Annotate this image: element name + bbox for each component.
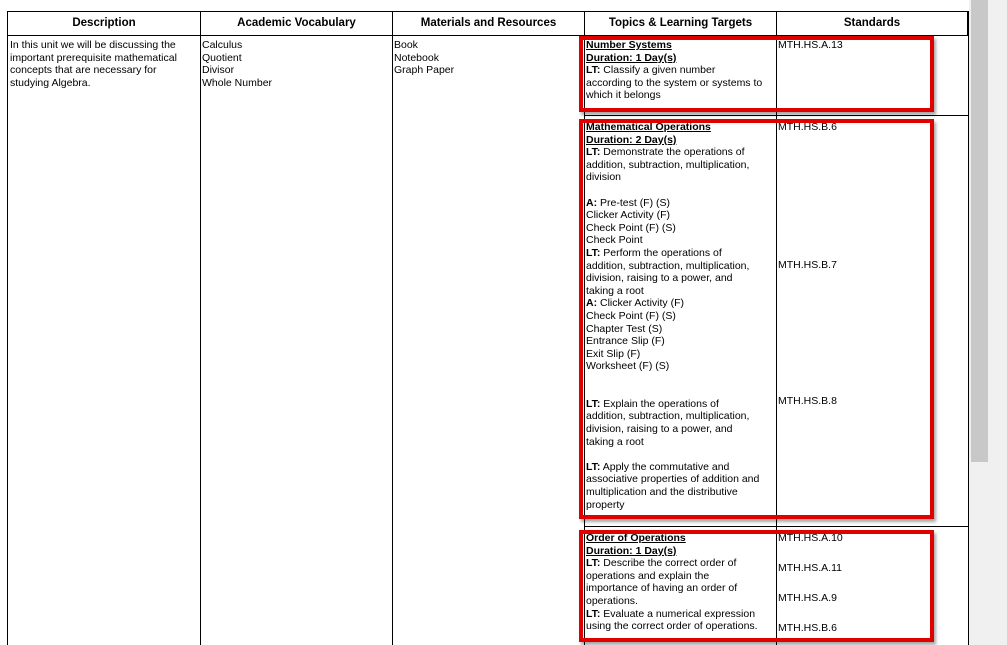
lt-label: LT: [586,557,601,570]
standard-code: MTH.HS.B.6 [778,121,837,133]
topic-duration: Duration: 1 Day(s) [586,51,677,64]
grid-line [7,11,8,645]
header-materials-resources: Materials and Resources [392,11,584,36]
header-academic-vocabulary: Academic Vocabulary [200,11,392,36]
vocabulary-item: Divisor [202,64,235,77]
highlight-box-number-systems [579,36,934,112]
topic-duration: Duration: 2 Day(s) [586,133,677,146]
standard-code: MTH.HS.A.13 [778,39,843,51]
lt-label: LT: [586,607,601,620]
lt-label: LT: [586,397,601,410]
lt-text: Perform the operations of addition, subtraction, multiplication, division, raising to a power, and taking a root [586,246,750,297]
materials-list [394,39,454,77]
a-text: Pre-test (F) (S) Clicker Activity (F) Check Point (F) (S) Check Point [586,196,676,247]
vocabulary-list [202,39,272,89]
standard-code: MTH.HS.A.10 [778,532,843,544]
highlight-box-mathematical-operations [579,119,934,519]
lt-label: LT: [586,246,601,259]
standard-code: MTH.HS.A.9 [778,592,837,604]
scrollbar-thumb[interactable] [971,0,988,462]
vocabulary-item: Calculus [202,39,243,51]
highlight-box-order-of-operations [579,530,934,642]
lt-text: Demonstrate the operations of addition, subtraction, multiplication, division [586,146,750,184]
row-divider [584,115,968,116]
standard-code: MTH.HS.B.7 [778,259,837,271]
header-topics-learning-targets: Topics & Learning Targets [584,11,776,36]
topic-title[interactable]: Number Systems [586,39,672,51]
a-label: A: [586,196,598,209]
materials-item: Notebook [394,51,439,64]
vocabulary-item: Quotient [202,51,242,64]
row-divider [584,526,968,527]
topic-title[interactable]: Order of Operations [586,532,686,544]
lt-text: Explain the operations of addition, subtraction, multiplication, division, raising to a power, and taking a root [586,397,750,448]
standard-code: MTH.HS.B.8 [778,395,837,407]
standard-code: MTH.HS.A.11 [778,562,842,574]
materials-item: Book [394,39,418,51]
description-cell [10,39,177,89]
lt-text: Apply the commutative and associative properties of addition and multiplication and the distributive property [586,460,760,511]
vocabulary-item: Whole Number [202,76,273,89]
grid-line [392,11,393,645]
header-standards: Standards [776,11,968,36]
a-label: A: [586,297,598,310]
lt-label: LT: [586,460,601,473]
lt-text: Describe the correct order of operations and explain the importance of having an order of operations. [586,557,738,607]
lt-label: LT: [586,146,601,159]
a-text: Clicker Activity (F) Check Point (F) (S) Chapter Test (S) Entrance Slip (F) Exit Slip (F) Worksheet (F) (S) [586,297,685,373]
materials-item: Graph Paper [394,64,455,77]
standard-code: MTH.HS.B.6 [778,622,837,634]
lt-text: Classify a given number according to the system or systems to which it belongs [586,64,763,102]
lt-text: Evaluate a numerical expression using the correct order of operations. [586,607,758,633]
lt-label: LT: [586,64,601,77]
grid-line [200,11,201,645]
header-description: Description [7,11,200,36]
description-text: In this unit we will be discussing the important prerequisite mathematical concepts that are necessary for studying Algebra. [10,39,177,89]
topic-title[interactable]: Mathematical Operations [586,121,711,133]
topic-duration: Duration: 1 Day(s) [586,544,677,557]
